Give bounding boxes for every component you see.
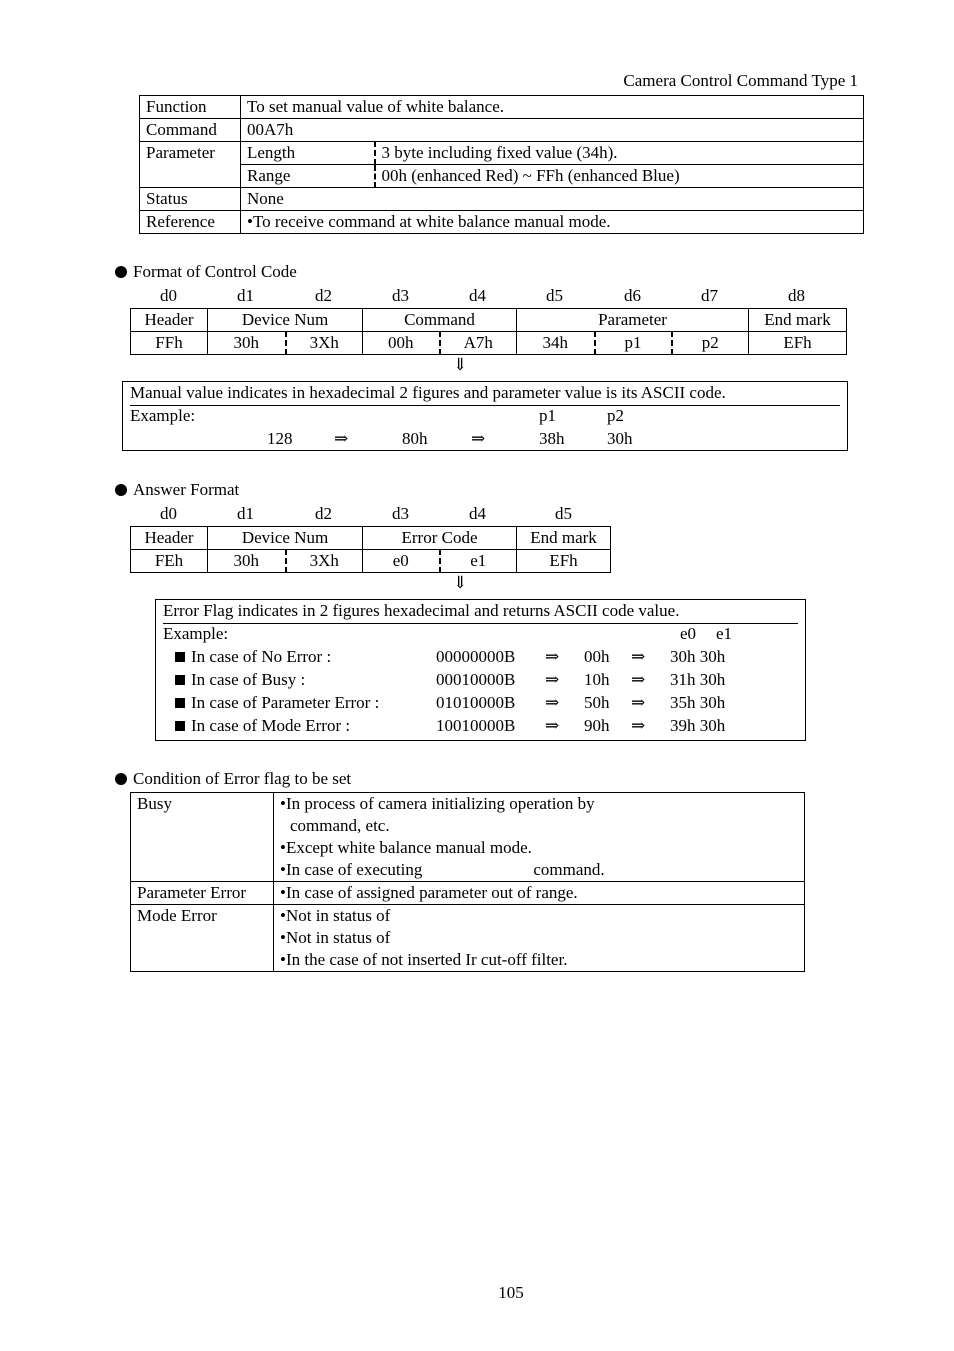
answer-table bbox=[130, 526, 611, 573]
d-label: d3 bbox=[392, 286, 409, 305]
case-hex: 10h bbox=[584, 670, 610, 689]
command-label: Command bbox=[140, 119, 241, 142]
reference-label: Reference bbox=[140, 211, 241, 234]
value-cell: 34h bbox=[517, 332, 595, 355]
length-value: 3 byte including fixed value (34h). bbox=[375, 142, 864, 165]
status-label: Status bbox=[140, 188, 241, 211]
group-header: Header bbox=[131, 309, 208, 332]
d-label: d2 bbox=[315, 286, 332, 305]
right-arrow-icon: ⇒ bbox=[545, 670, 560, 689]
d-label: d1 bbox=[237, 504, 254, 523]
example-hex: 80h bbox=[402, 429, 428, 448]
value-cell: FEh bbox=[131, 550, 208, 573]
mode-line: •Not in status of bbox=[280, 928, 391, 947]
group-device-num: Device Num bbox=[208, 309, 363, 332]
answer-format-heading: Answer Format bbox=[115, 480, 239, 500]
group-command: Command bbox=[363, 309, 517, 332]
function-label: Function bbox=[140, 96, 241, 119]
value-cell: EFh bbox=[749, 332, 847, 355]
case-busy: In case of Busy : bbox=[175, 670, 305, 690]
e0-label: e0 bbox=[680, 624, 697, 643]
busy-line: command, etc. bbox=[290, 816, 390, 835]
value-cell: 3Xh bbox=[286, 332, 363, 355]
answer-note: Error Flag indicates in 2 figures hexadecimal and returns ASCII code value. bbox=[163, 601, 798, 624]
case-ascii: 31h 30h bbox=[670, 670, 726, 689]
mode-error-conditions bbox=[274, 905, 805, 972]
case-bin: 10010000B bbox=[436, 716, 516, 735]
example-p1: 38h bbox=[539, 429, 565, 448]
conditions-table bbox=[130, 792, 805, 972]
d-label: d7 bbox=[701, 286, 718, 305]
case-bin: 00000000B bbox=[436, 647, 516, 666]
group-header: Header bbox=[131, 527, 208, 550]
page-header: Camera Control Command Type 1 bbox=[623, 71, 858, 90]
value-cell: EFh bbox=[517, 550, 611, 573]
d-label: d3 bbox=[392, 504, 409, 523]
value-cell: 30h bbox=[208, 332, 286, 355]
right-arrow-icon: ⇒ bbox=[471, 429, 486, 448]
right-arrow-icon: ⇒ bbox=[334, 429, 349, 448]
parameter-error-label: Parameter Error bbox=[131, 882, 274, 905]
d-label: d0 bbox=[160, 286, 177, 305]
value-cell: p1 bbox=[595, 332, 672, 355]
example-decimal: 128 bbox=[267, 429, 293, 448]
case-hex: 00h bbox=[584, 647, 610, 666]
case-hex: 90h bbox=[584, 716, 610, 735]
command-value: 00A7h bbox=[241, 119, 864, 142]
busy-line: •In process of camera initializing operation by bbox=[280, 794, 595, 813]
case-mode-error: In case of Mode Error : bbox=[175, 716, 350, 736]
case-bin: 01010000B bbox=[436, 693, 516, 712]
command-info-table bbox=[139, 95, 864, 234]
busy-line: •In case of executing command. bbox=[280, 860, 605, 879]
value-cell: FFh bbox=[131, 332, 208, 355]
length-label: Length bbox=[241, 142, 375, 165]
busy-line: •Except white balance manual mode. bbox=[280, 838, 532, 857]
square-bullet-icon bbox=[175, 675, 185, 685]
group-error-code: Error Code bbox=[363, 527, 517, 550]
right-arrow-icon: ⇒ bbox=[545, 716, 560, 735]
case-ascii: 35h 30h bbox=[670, 693, 726, 712]
example-p2: 30h bbox=[607, 429, 633, 448]
control-code-note: Manual value indicates in hexadecimal 2 figures and parameter value is its ASCII code. bbox=[130, 383, 840, 406]
bullet-icon bbox=[115, 484, 127, 496]
p1-label: p1 bbox=[539, 406, 556, 425]
square-bullet-icon bbox=[175, 652, 185, 662]
value-cell: 00h bbox=[363, 332, 440, 355]
value-cell: e0 bbox=[363, 550, 440, 573]
function-value: To set manual value of white balance. bbox=[241, 96, 864, 119]
d-label: d1 bbox=[237, 286, 254, 305]
parameter-error-condition: •In case of assigned parameter out of range. bbox=[274, 882, 805, 905]
mode-line: •Not in status of bbox=[280, 906, 391, 925]
control-code-note-box bbox=[122, 381, 848, 451]
value-cell: p2 bbox=[672, 332, 749, 355]
group-parameter: Parameter bbox=[517, 309, 749, 332]
reference-value: •To receive command at white balance manual mode. bbox=[241, 211, 864, 234]
d-label: d5 bbox=[555, 504, 572, 523]
answer-note-box bbox=[155, 599, 806, 741]
bullet-icon bbox=[115, 266, 127, 278]
d-label: d8 bbox=[788, 286, 805, 305]
example-label: Example: bbox=[163, 624, 229, 643]
right-arrow-icon: ⇒ bbox=[631, 647, 646, 666]
range-label: Range bbox=[241, 165, 375, 188]
case-parameter-error: In case of Parameter Error : bbox=[175, 693, 379, 713]
right-arrow-icon: ⇒ bbox=[545, 693, 560, 712]
control-code-table bbox=[130, 308, 847, 355]
group-device-num: Device Num bbox=[208, 527, 363, 550]
d-label: d4 bbox=[469, 286, 486, 305]
d-label: d4 bbox=[469, 504, 486, 523]
status-value: None bbox=[241, 188, 864, 211]
d-label: d2 bbox=[315, 504, 332, 523]
group-end-mark: End mark bbox=[749, 309, 847, 332]
busy-conditions bbox=[274, 793, 805, 882]
value-cell: e1 bbox=[440, 550, 517, 573]
case-ascii: 39h 30h bbox=[670, 716, 726, 735]
square-bullet-icon bbox=[175, 698, 185, 708]
case-hex: 50h bbox=[584, 693, 610, 712]
conditions-heading: Condition of Error flag to be set bbox=[115, 769, 351, 789]
down-arrow-icon: ⇓ bbox=[453, 573, 468, 592]
group-end-mark: End mark bbox=[517, 527, 611, 550]
case-bin: 00010000B bbox=[436, 670, 516, 689]
case-ascii: 30h 30h bbox=[670, 647, 726, 666]
down-arrow-icon: ⇓ bbox=[453, 355, 468, 374]
right-arrow-icon: ⇒ bbox=[631, 693, 646, 712]
value-cell: 3Xh bbox=[286, 550, 363, 573]
right-arrow-icon: ⇒ bbox=[631, 670, 646, 689]
d-label: d0 bbox=[160, 504, 177, 523]
example-label: Example: bbox=[130, 406, 196, 425]
case-no-error: In case of No Error : bbox=[175, 647, 331, 667]
value-cell: A7h bbox=[440, 332, 517, 355]
right-arrow-icon: ⇒ bbox=[545, 647, 560, 666]
value-cell: 30h bbox=[208, 550, 286, 573]
parameter-label: Parameter bbox=[140, 142, 241, 188]
e1-label: e1 bbox=[716, 624, 733, 643]
d-label: d5 bbox=[546, 286, 563, 305]
bullet-icon bbox=[115, 773, 127, 785]
mode-error-label: Mode Error bbox=[131, 905, 274, 972]
mode-line: •In the case of not inserted Ir cut-off filter. bbox=[280, 950, 568, 969]
busy-label: Busy bbox=[131, 793, 274, 882]
range-value: 00h (enhanced Red) ~ FFh (enhanced Blue) bbox=[375, 165, 864, 188]
d-label: d6 bbox=[624, 286, 641, 305]
page-number: 105 bbox=[498, 1283, 524, 1302]
control-code-heading: Format of Control Code bbox=[115, 262, 297, 282]
square-bullet-icon bbox=[175, 721, 185, 731]
p2-label: p2 bbox=[607, 406, 624, 425]
right-arrow-icon: ⇒ bbox=[631, 716, 646, 735]
